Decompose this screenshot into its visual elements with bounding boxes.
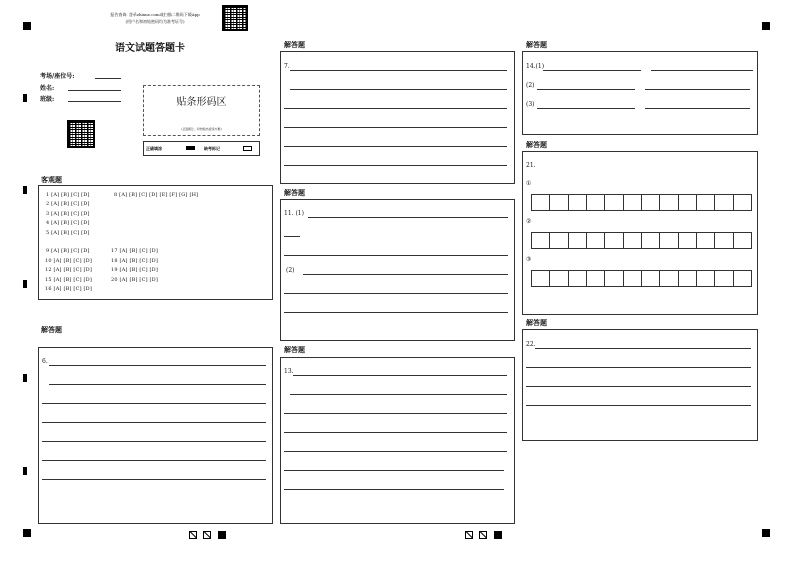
answer-section-title: 解答题 xyxy=(284,345,305,354)
answer-line[interactable] xyxy=(42,422,266,423)
answer-line[interactable] xyxy=(645,108,750,109)
mc-row-16[interactable]: 16 [A] [B] [C] [D] xyxy=(45,286,93,292)
answer-line[interactable] xyxy=(293,375,507,376)
answer-line[interactable] xyxy=(284,312,508,313)
answer-line[interactable] xyxy=(303,274,508,275)
question-11-part-2: (2) xyxy=(286,267,295,274)
answer-line[interactable] xyxy=(543,70,641,71)
answer-line[interactable] xyxy=(284,451,507,452)
answer-box-q6 xyxy=(38,347,273,524)
answer-line[interactable] xyxy=(308,217,508,218)
exam-room-label: 考场/座位号: xyxy=(40,73,75,80)
mc-row-19[interactable]: 19 [A] [B] [C] [D] xyxy=(111,267,159,273)
page-title: 语文试题答题卡 xyxy=(115,43,185,54)
mc-row-8[interactable]: 8 [A] [B] [C] [D] [E] [F] [G] [H] xyxy=(114,192,199,198)
question-number-7: 7. xyxy=(284,63,290,70)
mc-row-15[interactable]: 15 [A] [B] [C] [D] xyxy=(45,277,93,283)
answer-line[interactable] xyxy=(284,293,508,294)
class-field[interactable] xyxy=(68,101,121,102)
mc-row-18[interactable]: 18 [A] [B] [C] [D] xyxy=(111,258,159,264)
answer-line[interactable] xyxy=(284,108,507,109)
qr-code-icon xyxy=(222,5,248,31)
answer-line[interactable] xyxy=(645,89,750,90)
answer-section-title: 解答题 xyxy=(41,325,62,334)
answer-section-title: 解答题 xyxy=(284,40,305,49)
question-21-part-3: ③ xyxy=(526,256,532,263)
answer-line[interactable] xyxy=(284,489,504,490)
mc-row-4[interactable]: 4 [A] [B] [C] [D] xyxy=(46,220,90,226)
answer-line[interactable] xyxy=(284,470,504,471)
question-number-11: 11. (1) xyxy=(284,210,304,217)
question-14-part-3: (3) xyxy=(526,101,535,108)
answer-line[interactable] xyxy=(537,89,635,90)
name-label: 姓名: xyxy=(40,85,55,92)
answer-line[interactable] xyxy=(526,405,751,406)
answer-section-title: 解答题 xyxy=(526,140,547,149)
mc-row-20[interactable]: 20 [A] [B] [C] [D] xyxy=(111,277,159,283)
answer-box-q13 xyxy=(280,357,515,524)
answer-line[interactable] xyxy=(535,348,751,349)
mc-row-1[interactable]: 1 [A] [B] [C] [D] xyxy=(46,192,90,198)
exam-room-field[interactable] xyxy=(95,78,121,79)
corner-mark-bottom-right xyxy=(762,529,770,537)
answer-line[interactable] xyxy=(42,460,266,461)
answer-section-title: 解答题 xyxy=(526,40,547,49)
page-mark xyxy=(494,531,502,539)
question-number-6: 6. xyxy=(42,358,48,365)
answer-line[interactable] xyxy=(537,108,635,109)
page-mark xyxy=(218,531,226,539)
answer-box-q22 xyxy=(522,329,758,441)
corner-mark-bottom-left xyxy=(23,529,31,537)
answer-line[interactable] xyxy=(284,236,300,237)
answer-line[interactable] xyxy=(284,127,507,128)
name-field[interactable] xyxy=(68,90,121,91)
barcode-title: 贴条形码区 xyxy=(176,97,227,108)
side-mark xyxy=(23,374,27,382)
answer-line[interactable] xyxy=(42,479,266,480)
mc-row-10[interactable]: 10 [A] [B] [C] [D] xyxy=(45,258,93,264)
correct-fill-label: 正确填涂 xyxy=(146,146,162,151)
writing-grid-row[interactable] xyxy=(531,270,752,287)
answer-line[interactable] xyxy=(290,70,507,71)
corner-mark-top-left xyxy=(23,22,31,30)
question-number-14: 14.(1) xyxy=(526,63,545,70)
answer-line[interactable] xyxy=(290,89,507,90)
qr-code-icon xyxy=(67,120,95,148)
report-notice-line1: 报告查询: 登录zhixue.com或扫描二维码下载App xyxy=(110,12,200,17)
answer-line[interactable] xyxy=(49,384,266,385)
answer-line[interactable] xyxy=(42,441,266,442)
question-14-part-2: (2) xyxy=(526,82,535,89)
mc-row-5[interactable]: 5 [A] [B] [C] [D] xyxy=(46,230,90,236)
question-number-13: 13. xyxy=(284,368,294,375)
side-mark xyxy=(23,186,27,194)
writing-grid-row[interactable] xyxy=(531,194,752,211)
answer-line[interactable] xyxy=(284,432,507,433)
answer-line[interactable] xyxy=(284,165,507,166)
side-mark xyxy=(23,280,27,288)
page-seal-icon xyxy=(189,531,197,539)
class-label: 班级: xyxy=(40,96,55,103)
absent-mark-label: 缺考标记 xyxy=(204,146,220,151)
answer-line[interactable] xyxy=(284,146,507,147)
writing-grid-row[interactable] xyxy=(531,232,752,249)
answer-line[interactable] xyxy=(49,365,266,366)
page-seal-icon xyxy=(203,531,211,539)
answer-section-title: 解答题 xyxy=(526,318,547,327)
question-21-part-2: ② xyxy=(526,218,532,225)
side-mark xyxy=(23,467,27,475)
question-21-part-1: ① xyxy=(526,180,532,187)
mc-row-12[interactable]: 12 [A] [B] [C] [D] xyxy=(45,267,93,273)
answer-section-title: 解答题 xyxy=(284,188,305,197)
absent-mark-box[interactable] xyxy=(243,146,252,151)
page-seal-icon xyxy=(465,531,473,539)
answer-line[interactable] xyxy=(290,394,507,395)
answer-line[interactable] xyxy=(42,403,266,404)
answer-line[interactable] xyxy=(526,367,751,368)
side-mark xyxy=(23,94,27,102)
page-seal-icon xyxy=(479,531,487,539)
mc-row-17[interactable]: 17 [A] [B] [C] [D] xyxy=(111,248,159,254)
objective-section-title: 客观题 xyxy=(41,175,62,184)
answer-box-q14 xyxy=(522,51,758,135)
answer-line[interactable] xyxy=(284,255,508,256)
mc-row-2[interactable]: 2 [A] [B] [C] [D] xyxy=(46,201,90,207)
answer-line[interactable] xyxy=(651,70,753,71)
correct-fill-sample xyxy=(186,146,195,150)
answer-box-q11 xyxy=(280,199,515,341)
answer-line[interactable] xyxy=(284,413,507,414)
question-number-22: 22. xyxy=(526,341,536,348)
mc-row-9[interactable]: 9 [A] [B] [C] [D] xyxy=(46,248,90,254)
question-number-21: 21. xyxy=(526,162,536,169)
mc-row-3[interactable]: 3 [A] [B] [C] [D] xyxy=(46,211,90,217)
report-notice-line2: (用户名和初始密码均为准考证号) xyxy=(125,19,185,24)
answer-line[interactable] xyxy=(526,386,751,387)
corner-mark-top-right xyxy=(762,22,770,30)
barcode-hint: (正面朝上, 切勿贴出虚线方框) xyxy=(181,127,222,131)
